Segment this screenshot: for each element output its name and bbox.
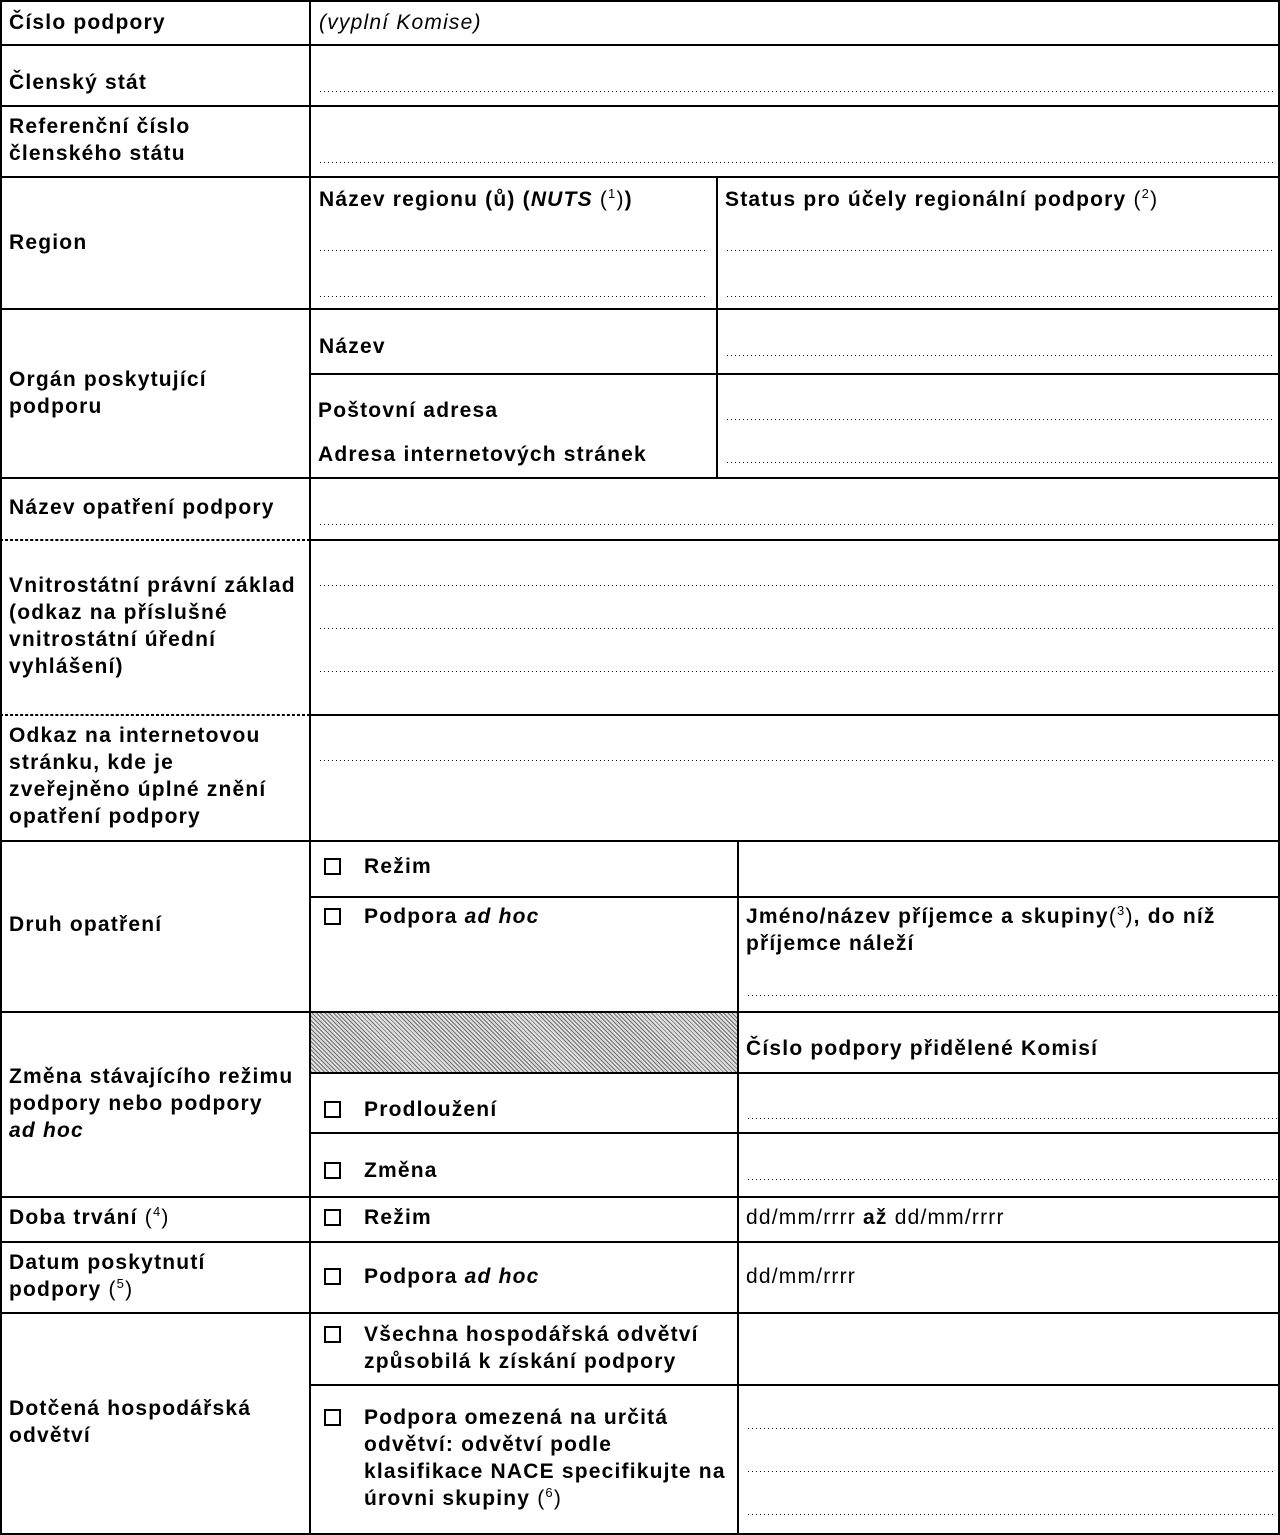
grant-date-label-cell [0,1242,310,1313]
amendment-label-line: Změna stávajícího režimu [9,1065,294,1088]
grant-date-option-cell [310,1242,738,1313]
region-name-heading-close: ) [624,188,633,211]
web-link-label [9,722,266,830]
limited-sectors-option-cell [310,1385,738,1535]
measure-title-label-cell [0,478,310,540]
beneficiary-cell [738,897,1280,1012]
ad-hoc-option [324,903,540,930]
scheme-checkbox[interactable] [324,858,341,875]
authority-name-label-cell [310,309,717,374]
footnote-ref [600,188,625,211]
region-name-fill-line[interactable] [320,296,706,297]
alteration-value-cell [738,1133,1280,1197]
scheme-option-value-cell [738,841,1280,897]
duration-until: až [863,1206,888,1229]
duration-option-cell [310,1197,738,1242]
nuts-label: NUTS [530,188,593,211]
limited-sectors-option-line: odvětví: odvětví podle [364,1433,613,1456]
duration-scheme-option-label: Režim [364,1206,432,1229]
footnote-number: 3 [1117,903,1126,918]
all-sectors-checkbox[interactable] [324,1326,341,1343]
footnote-number: 5 [116,1276,126,1291]
alteration-fill-line[interactable] [748,1179,1279,1180]
ad-hoc-option-label: Podpora [364,905,458,928]
all-sectors-option-line: způsobilá k získání podpory [364,1350,677,1373]
footnote-ref [145,1206,170,1229]
legal-basis-fill-line[interactable] [320,671,1273,672]
reference-number-label-line: členského státu [9,142,186,165]
reference-number-fill-line[interactable] [320,162,1273,163]
limited-sectors-option-line: Podpora omezená na určitá [364,1406,669,1429]
footnote-paren-close: ) [616,188,625,211]
amendment-label [9,1063,293,1144]
footnote-ref [1109,905,1134,928]
footnote-number: 2 [1141,186,1151,201]
web-link-fill-line[interactable] [320,760,1273,761]
legal-basis-label-cell [0,540,310,715]
footnote-paren-close: ) [125,1278,134,1301]
region-name-fill-line[interactable] [320,250,706,251]
alteration-checkbox[interactable] [324,1162,341,1179]
duration-label [9,1204,170,1231]
region-status-cell [717,177,1280,309]
footnote-number: 1 [608,186,617,201]
prolongation-fill-line[interactable] [748,1118,1279,1119]
alteration-option-cell [310,1133,738,1197]
sectors-label [9,1395,251,1449]
amendment-label-line: ad hoc [9,1119,84,1142]
member-state-label: Členský stát [9,71,148,94]
region-name-cell [310,177,717,309]
amendment-label-line: podpory nebo podpory [9,1092,263,1115]
duration-date-to: dd/mm/rrrr [894,1206,1005,1229]
limited-sectors-checkbox[interactable] [324,1409,341,1426]
authority-name-label: Název [319,335,386,358]
grant-date-ad-hoc-italic: ad hoc [464,1265,540,1288]
legal-basis-fill-line[interactable] [320,628,1273,629]
grant-date-value: dd/mm/rrrr [746,1265,856,1288]
region-status-fill-line[interactable] [727,250,1273,251]
ad-hoc-option-cell [310,897,738,1012]
region-label-cell [0,177,310,309]
prolongation-checkbox[interactable] [324,1101,341,1118]
grant-date-label [9,1249,206,1303]
footnote-paren-close: ) [553,1487,563,1510]
web-link-label-line: Odkaz na internetovou [9,724,261,747]
duration-label-cell [0,1197,310,1242]
web-link-label-line: opatření podpory [9,805,201,828]
footnote-number: 4 [152,1204,162,1219]
measure-type-label-cell [0,841,310,1012]
footnote-paren-close: ) [1125,905,1134,928]
ad-hoc-option-italic: ad hoc [464,905,540,928]
postal-address-label: Poštovní adresa [318,399,499,422]
sectors-label-line: odvětví [9,1424,91,1447]
website-address-label: Adresa internetových stránek [318,443,647,466]
duration-date-from: dd/mm/rrrr [746,1206,856,1229]
limited-sectors-fill-line[interactable] [748,1471,1273,1472]
footnote-ref [108,1278,133,1301]
region-status-fill-line[interactable] [727,296,1273,297]
legal-basis-label-line: vyhlášení) [9,655,124,678]
measure-title-value-cell [310,478,1280,540]
member-state-label-cell [0,45,310,106]
member-state-value-cell [310,45,1280,106]
footnote-paren-close: ) [1150,188,1159,211]
granting-authority-label-cell [0,309,310,478]
duration-scheme-checkbox[interactable] [324,1209,341,1226]
web-link-label-line: stránku, kde je [9,751,175,774]
website-address-fill-line[interactable] [727,462,1273,463]
footnote-paren-open: ( [1108,905,1118,928]
legal-basis-value-cell [310,540,1280,715]
authority-name-value-cell [717,309,1280,374]
beneficiary-heading-line: příjemce náleží [746,932,915,955]
reference-number-label-cell [0,106,310,177]
ad-hoc-checkbox[interactable] [324,908,341,925]
authority-address-label-cell [310,374,717,478]
postal-address-fill-line[interactable] [727,419,1273,420]
footnote-paren-open: ( [144,1206,153,1229]
measure-title-fill-line[interactable] [320,524,1273,525]
duration-date-range [746,1204,1005,1231]
prolongation-option-cell [310,1073,738,1133]
beneficiary-heading-line [746,903,1216,930]
aid-number-label: Číslo podpory [9,11,166,34]
footnote-paren-close: ) [161,1206,170,1229]
region-label: Region [9,231,88,254]
commission-number-cell [738,1012,1280,1073]
scheme-option [324,853,432,880]
region-name-heading-text: Název regionu (ů) ( [319,188,531,211]
alteration-option-label: Změna [364,1159,438,1182]
member-state-fill-line[interactable] [320,91,1273,92]
aid-number-value-cell [310,0,1280,45]
legal-basis-label-line: (odkaz na příslušné [9,601,228,624]
beneficiary-heading [746,903,1216,957]
all-sectors-option-line: Všechna hospodářská odvětví [364,1323,699,1346]
all-sectors-option [324,1321,699,1375]
granting-authority-label [9,366,207,420]
beneficiary-heading-text: , do níž [1133,905,1216,928]
scheme-option-label: Režim [364,855,432,878]
all-sectors-option-cell [310,1313,738,1385]
measure-type-label: Druh opatření [9,913,163,936]
grant-date-value-cell [738,1242,1280,1313]
duration-value-cell [738,1197,1280,1242]
limited-sectors-fill-line[interactable] [748,1514,1273,1515]
reference-number-value-cell [310,106,1280,177]
legal-basis-label [9,572,296,680]
measure-title-label: Název opatření podpory [9,496,275,519]
footnote-number: 6 [545,1485,554,1500]
limited-sectors-option [324,1404,726,1512]
reference-number-label-line: Referenční číslo [9,115,191,138]
duration-label-text: Doba trvání [9,1206,138,1229]
footnote-paren-open: ( [1133,188,1142,211]
web-link-label-line: zveřejněno úplné znění [9,778,267,801]
legal-basis-fill-line[interactable] [320,585,1273,586]
amendment-label-cell [0,1012,310,1197]
alteration-option [324,1157,438,1184]
authority-name-fill-line[interactable] [727,355,1273,356]
limited-sectors-fill-line[interactable] [748,1428,1273,1429]
all-sectors-value-cell [738,1313,1280,1385]
limited-sectors-option-line: klasifikace NACE specifikujte na [364,1460,726,1483]
footnote-paren-open: ( [108,1278,117,1301]
web-link-label-cell [0,715,310,841]
limited-sectors-option-line [364,1485,726,1512]
reference-number-label [9,113,190,167]
region-name-heading [319,186,633,213]
hatched-cell [310,1012,738,1073]
granting-authority-label-line: Orgán poskytující [9,368,207,391]
prolongation-option-label: Prodloužení [364,1098,498,1121]
granting-authority-label-line: podporu [9,395,103,418]
prolongation-value-cell [738,1073,1280,1133]
legal-basis-label-line: Vnitrostátní právní základ [9,574,296,597]
footnote-paren-open: ( [599,188,609,211]
grant-date-ad-hoc-checkbox[interactable] [324,1268,341,1285]
beneficiary-heading-text: Jméno/název příjemce a skupiny [746,905,1109,928]
web-link-value-cell [310,715,1280,841]
legal-basis-label-line: vnitrostátní úřední [9,628,217,651]
region-status-heading [725,186,1158,213]
aid-number-label-cell [0,0,310,45]
sectors-label-line: Dotčená hospodářská [9,1397,252,1420]
grant-date-label-text: podpory [9,1278,102,1301]
commission-number-label: Číslo podpory přidělené Komisí [746,1037,1099,1060]
grant-date-ad-hoc-option [324,1263,540,1290]
prolongation-option [324,1096,497,1123]
authority-address-value-cell [717,374,1280,478]
grant-date-label-line [9,1276,206,1303]
grant-date-ad-hoc-label: Podpora [364,1265,458,1288]
region-status-heading-text: Status pro účely regionální podpory [725,188,1127,211]
footnote-ref [537,1487,562,1510]
aid-number-value: (vyplní Komise) [319,11,482,34]
footnote-ref [1133,188,1158,211]
limited-sectors-value-cell [738,1385,1280,1535]
scheme-option-cell [310,841,738,897]
limited-sectors-option-text: úrovni skupiny [364,1487,531,1510]
duration-scheme-option [324,1204,432,1231]
footnote-paren-open: ( [537,1487,546,1510]
grant-date-label-line: Datum poskytnutí [9,1251,206,1274]
beneficiary-fill-line[interactable] [748,995,1279,996]
sectors-label-cell [0,1313,310,1535]
